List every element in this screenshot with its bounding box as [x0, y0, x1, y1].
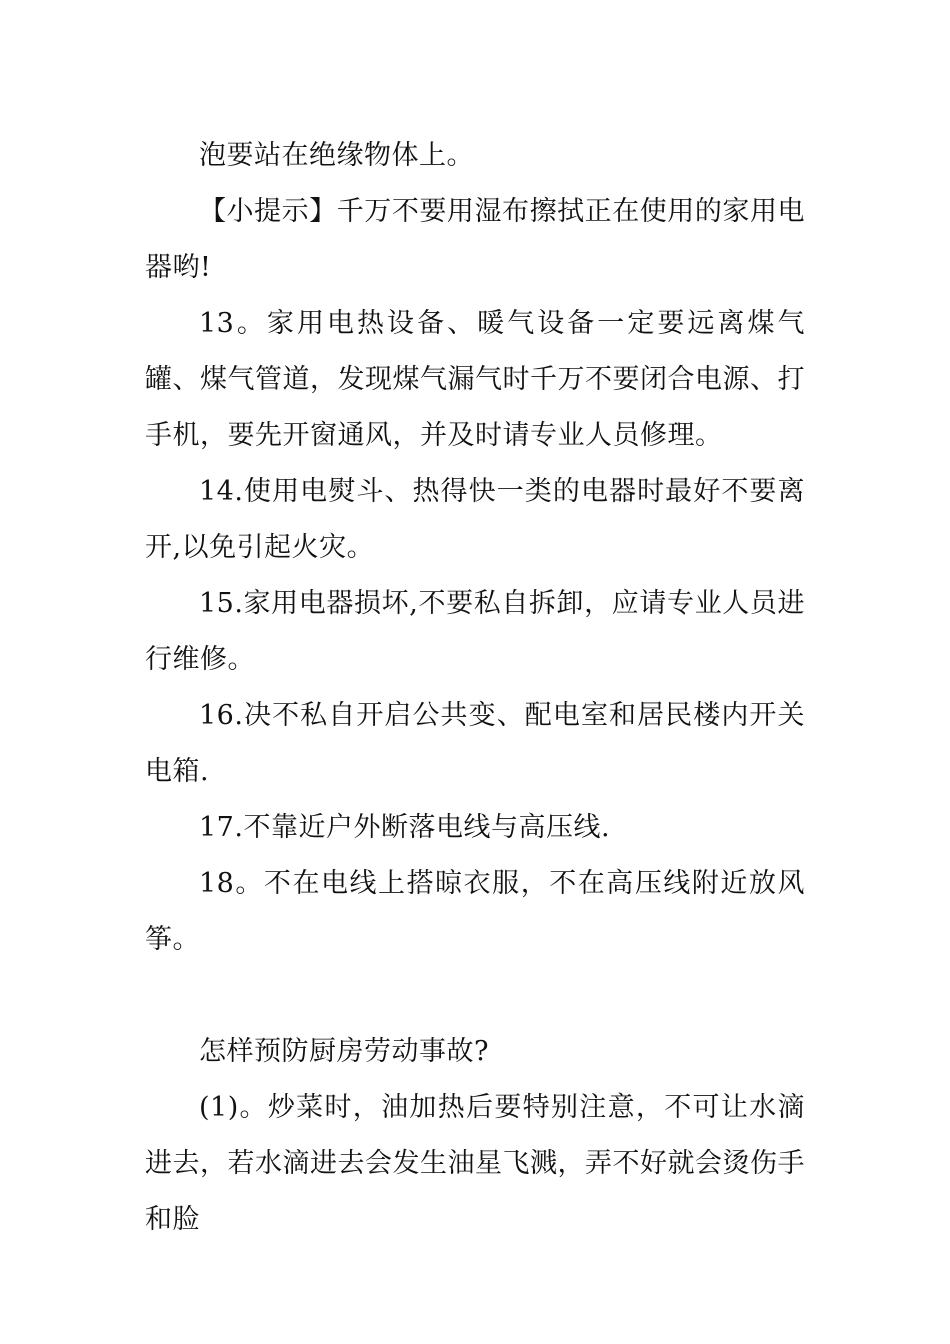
paragraph-item-13: 13。家用电热设备、暖气设备一定要远离煤气罐、煤气管道，发现煤气漏气时千万不要闭合电源、打手机，要先开窗通风，并及时请专业人员修理。 [145, 308, 805, 451]
paragraph-item-17: 17.不靠近户外断落电线与高压线. [199, 812, 611, 843]
paragraph-insulation-end: 泡要站在绝缘物体上。 [199, 140, 474, 171]
paragraph-item-18: 18。不在电线上搭晾衣服，不在高压线附近放风筝。 [145, 868, 805, 955]
paragraph-kitchen-item-1: (1)。炒菜时，油加热后要特别注意，不可让水滴进去，若水滴进去会发生油星飞溅，弄不好就会烫伤手和脸 [145, 1092, 805, 1235]
paragraph-item-15: 15.家用电器损坏,不要私自拆卸，应请专业人员进行维修。 [145, 588, 805, 675]
section-heading-kitchen-safety: 怎样预防厨房劳动事故? [199, 1036, 489, 1067]
paragraph-item-16: 16.决不私自开启公共变、配电室和居民楼内开关电箱. [145, 700, 805, 787]
paragraph-item-14: 14.使用电熨斗、热得快一类的电器时最好不要离开,以免引起火灾。 [145, 476, 805, 563]
document-body [145, 128, 805, 1248]
paragraph-tip: 【小提示】千万不要用湿布擦拭正在使用的家用电器哟! [145, 196, 805, 283]
